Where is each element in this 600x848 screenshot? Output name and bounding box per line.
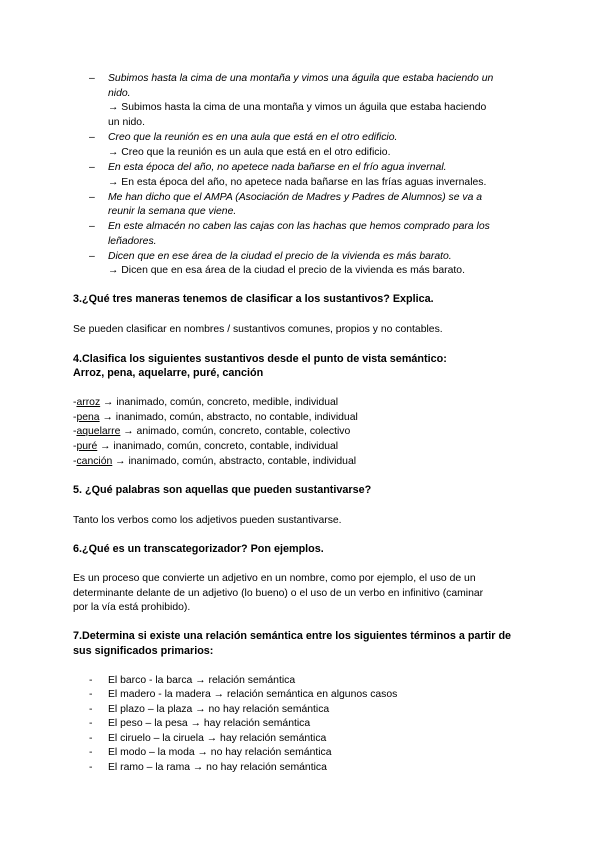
- list-bullet: -: [89, 689, 93, 700]
- noun-classification-item: [73, 454, 356, 469]
- question-4-subtitle: Arroz, pena, aquelarre, puré, canción: [73, 367, 264, 379]
- term-pair-item: El barco - la barca → relación semántica: [108, 675, 296, 686]
- noun-classification-item: [73, 439, 338, 454]
- noun-description: → inanimado, común, abstracto, no contable, individual: [99, 412, 358, 423]
- question-6-answer-line: por la vía está prohibido).: [73, 602, 191, 613]
- item-prefix: -: [73, 412, 77, 423]
- noun-word: arroz: [76, 397, 101, 408]
- correction-line: → Subimos hasta la cima de una montaña y vimos un águila que estaba haciendo: [108, 102, 487, 113]
- question-5-title: 5. ¿Qué palabras son aquellas que pueden sustantivarse?: [73, 484, 372, 496]
- noun-description: → animado, común, concreto, contable, colectivo: [120, 426, 351, 437]
- list-bullet: –: [89, 162, 95, 173]
- noun-classification-item: [73, 410, 358, 425]
- question-4-title: 4.Clasifica los siguientes sustantivos desde el punto de vista semántico:: [73, 353, 447, 365]
- sentence-line: Subimos hasta la cima de una montaña y vimos una águila que estaba haciendo un: [108, 73, 494, 84]
- question-3-answer: Se pueden clasificar en nombres / sustantivos comunes, propios y no contables.: [73, 324, 443, 335]
- question-5-answer: Tanto los verbos como los adjetivos pueden sustantivarse.: [73, 515, 342, 526]
- question-6-answer-line: Es un proceso que convierte un adjetivo en un nombre, como por ejemplo, el uso de un: [73, 573, 476, 584]
- term-pair-item: El plazo – la plaza → no hay relación semántica: [108, 704, 330, 715]
- sentence-line: En esta época del año, no apetece nada bañarse en el frío agua invernal.: [108, 162, 447, 173]
- sentence-line: Dicen que en ese área de la ciudad el precio de la vivienda es más barato.: [108, 251, 452, 262]
- noun-word: aquelarre: [76, 426, 121, 437]
- item-prefix: -: [73, 426, 77, 437]
- term-pair-item: El ramo – la rama → no hay relación semántica: [108, 762, 327, 773]
- correction-line: un nido.: [108, 117, 145, 128]
- noun-word: canción: [76, 456, 113, 467]
- item-prefix: -: [73, 441, 77, 452]
- list-bullet: -: [89, 704, 93, 715]
- list-bullet: –: [89, 73, 95, 84]
- correction-line: → Dicen que en esa área de la ciudad el precio de la vivienda es más barato.: [108, 265, 465, 276]
- noun-description: → inanimado, común, concreto, medible, individual: [100, 397, 339, 408]
- question-6-answer-line: determinante delante de un adjetivo (lo bueno) o el uso de un verbo en infinitivo (caminar: [73, 588, 484, 599]
- list-bullet: -: [89, 762, 93, 773]
- noun-classification-item: [73, 395, 338, 410]
- term-pair-item: El madero - la madera → relación semántica en algunos casos: [108, 689, 398, 700]
- question-6-title: 6.¿Qué es un transcategorizador? Pon ejemplos.: [73, 543, 324, 555]
- question-3-title: 3.¿Qué tres maneras tenemos de clasificar a los sustantivos? Explica.: [73, 293, 434, 305]
- list-bullet: -: [89, 733, 93, 744]
- noun-word: puré: [76, 441, 98, 452]
- sentence-line: En este almacén no caben las cajas con las hachas que hemos comprado para los: [108, 221, 490, 232]
- sentence-line: reunir la semana que viene.: [108, 206, 237, 217]
- term-pair-item: El ciruelo – la ciruela → hay relación semántica: [108, 733, 327, 744]
- list-bullet: –: [89, 132, 95, 143]
- list-bullet: –: [89, 221, 95, 232]
- item-prefix: -: [73, 456, 77, 467]
- list-bullet: -: [89, 718, 93, 729]
- list-bullet: -: [89, 675, 93, 686]
- correction-line: → Creo que la reunión es un aula que está en el otro edificio.: [108, 147, 391, 158]
- noun-description: → inanimado, común, concreto, contable, individual: [97, 441, 339, 452]
- sentence-line: nido.: [108, 88, 131, 99]
- noun-classification-item: [73, 424, 350, 439]
- noun-description: → inanimado, común, abstracto, contable, individual: [112, 456, 357, 467]
- sentence-line: Creo que la reunión es en una aula que está en el otro edificio.: [108, 132, 398, 143]
- question-7-title: 7.Determina si existe una relación semántica entre los siguientes términos a partir de: [73, 630, 512, 642]
- question-7-title-cont: sus significados primarios:: [73, 645, 214, 657]
- list-bullet: –: [89, 251, 95, 262]
- list-bullet: -: [89, 747, 93, 758]
- correction-line: → En esta época del año, no apetece nada bañarse en las frías aguas invernales.: [108, 177, 487, 188]
- noun-word: pena: [76, 412, 100, 423]
- item-prefix: -: [73, 397, 77, 408]
- term-pair-item: El peso – la pesa → hay relación semántica: [108, 718, 311, 729]
- list-bullet: –: [89, 192, 95, 203]
- sentence-line: leñadores.: [108, 236, 157, 247]
- term-pair-item: El modo – la moda → no hay relación semántica: [108, 747, 332, 758]
- sentence-line: Me han dicho que el AMPA (Asociación de Madres y Padres de Alumnos) se va a: [108, 192, 483, 203]
